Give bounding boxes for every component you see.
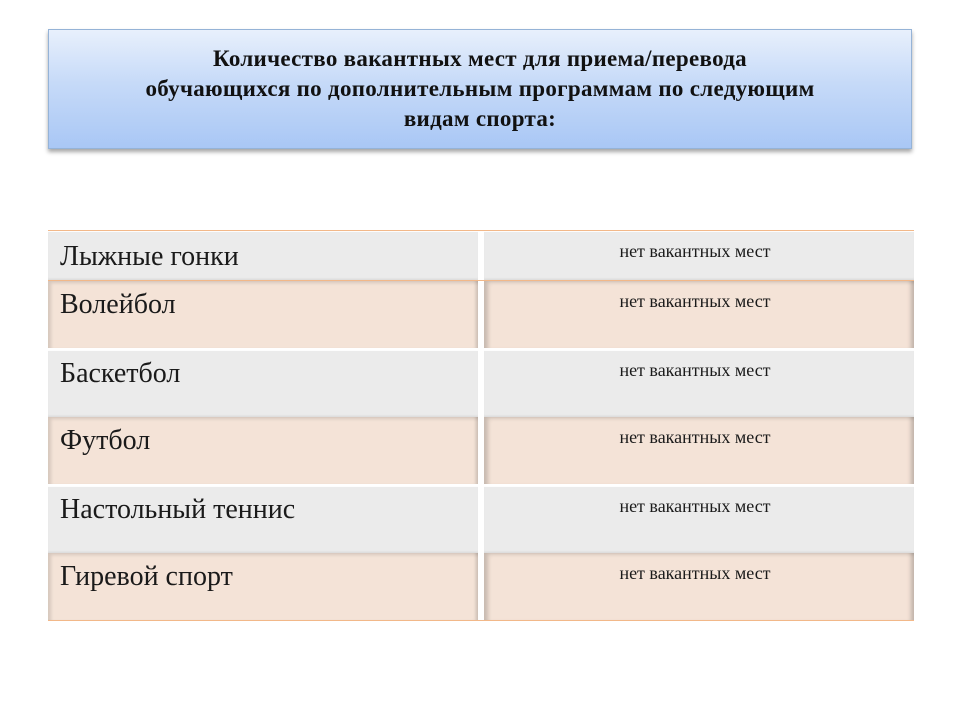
table-row — [48, 486, 914, 553]
table-row — [48, 350, 914, 417]
sport-name-cell: Настольный теннис — [48, 486, 478, 553]
sport-name-cell: Баскетбол — [48, 350, 478, 417]
title-line-2: обучающихся по дополнительным программам по следующим — [145, 76, 815, 101]
vacancies-table — [48, 230, 914, 621]
sport-name-cell: Лыжные гонки — [48, 231, 478, 280]
vacancy-status-cell: нет вакантных мест — [484, 553, 914, 620]
vacancy-status-cell: нет вакантных мест — [484, 486, 914, 553]
vacancy-status-cell: нет вакантных мест — [484, 350, 914, 417]
title-line-3: видам спорта: — [403, 106, 557, 131]
vacancy-status-cell: нет вакантных мест — [484, 281, 914, 348]
table-row — [48, 417, 914, 484]
table-row — [48, 281, 914, 348]
table-row — [48, 553, 914, 620]
vacancy-status-cell: нет вакантных мест — [484, 417, 914, 484]
sport-name-cell: Волейбол — [48, 281, 478, 348]
sport-name-cell: Футбол — [48, 417, 478, 484]
title-banner — [48, 29, 912, 149]
vacancy-status-cell: нет вакантных мест — [484, 231, 914, 280]
page-title — [145, 44, 814, 134]
table-row — [48, 231, 914, 281]
sport-name-cell: Гиревой спорт — [48, 553, 478, 620]
title-line-1: Количество вакантных мест для приема/перевода — [213, 46, 747, 71]
